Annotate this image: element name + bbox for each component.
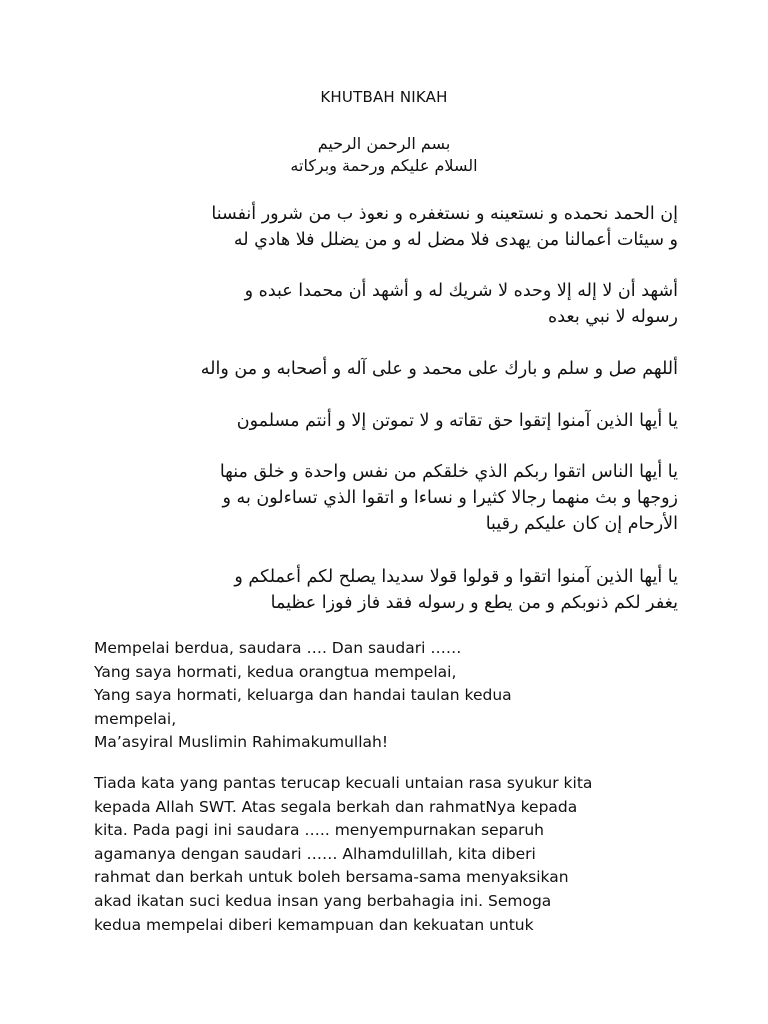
arabic-paragraph-verse-1: [100, 408, 678, 434]
arabic-line: زوجها و بث منهما رجالا كثيرا و نساءا و اتقوا الذي تساءلون به و: [222, 488, 678, 508]
salam-line: السلام عليكم ورحمة وبركاته: [290, 156, 478, 175]
arabic-paragraph-hamdalah: [100, 201, 678, 253]
arabic-line: و سيئات أعمالنا من يهدى فلا مضل له و من يضلل فلا هادي له: [233, 230, 678, 250]
arabic-line: يغفر لكم ذنوبكم و من يطع و رسوله فقد فاز فوزا عظيما: [270, 593, 678, 613]
body-paragraph: [94, 772, 654, 937]
arabic-line: إن الحمد نحمده و نستعينه و نستغفره و نعوذ ب من شرور أنفسنا: [211, 204, 678, 224]
body-line: agamanya dengan saudari …… Alhamdulillah, kita diberi: [94, 844, 536, 863]
arabic-paragraph-syahadat: [100, 278, 678, 330]
greeting-line: Ma’asyiral Muslimin Rahimakumullah!: [94, 733, 389, 752]
greeting-line: Yang saya hormati, kedua orangtua mempelai,: [94, 662, 457, 681]
greeting-line: Yang saya hormati, keluarga dan handai taulan kedua: [94, 686, 512, 705]
arabic-paragraph-verse-3: [100, 564, 678, 616]
body-line: rahmat dan berkah untuk boleh bersama-sama menyaksikan: [94, 868, 569, 887]
body-line: kita. Pada pagi ini saudara ….. menyempurnakan separuh: [94, 821, 544, 840]
arabic-line: يا أيها الذين آمنوا اتقوا و قولوا قولا سديدا يصلح لكم أعملكم و: [234, 567, 678, 587]
greeting-paragraph: [94, 637, 654, 755]
body-line: kepada Allah SWT. Atas segala berkah dan rahmatNya kepada: [94, 797, 578, 816]
arabic-line: أللهم صل و سلم و بارك على محمد و على آله و أصحابه و من واله: [200, 359, 678, 379]
arabic-line: يا أيها الذين آمنوا إتقوا حق تقاته و لا تموتن إلا و أنتم مسلمون: [236, 411, 678, 431]
arabic-paragraph-verse-2: [100, 459, 678, 537]
basmalah-line: بسم الرحمن الرحيم: [317, 134, 451, 153]
arabic-line: يا أيها الناس اتقوا ربكم الذي خلقكم من نفس واحدة و خلق منها: [219, 462, 678, 482]
arabic-line: الأرحام إن كان عليكم رقيبا: [485, 514, 678, 534]
arabic-line: أشهد أن لا إله إلا وحده لا شريك له و أشهد أن محمدا عبده و: [244, 281, 678, 301]
greeting-line: mempelai,: [94, 709, 177, 728]
arabic-paragraph-shalawat: [100, 356, 678, 382]
body-line: kedua mempelai diberi kemampuan dan kekuatan untuk: [94, 915, 534, 934]
body-line: akad ikatan suci kedua insan yang berbahagia ini. Semoga: [94, 891, 552, 910]
body-line: Tiada kata yang pantas terucap kecuali untaian rasa syukur kita: [94, 774, 593, 792]
document-title: KHUTBAH NIKAH: [320, 88, 448, 106]
arabic-line: رسوله لا نبي بعده: [548, 307, 678, 327]
greeting-line: Mempelai berdua, saudara …. Dan saudari ……: [94, 639, 462, 657]
